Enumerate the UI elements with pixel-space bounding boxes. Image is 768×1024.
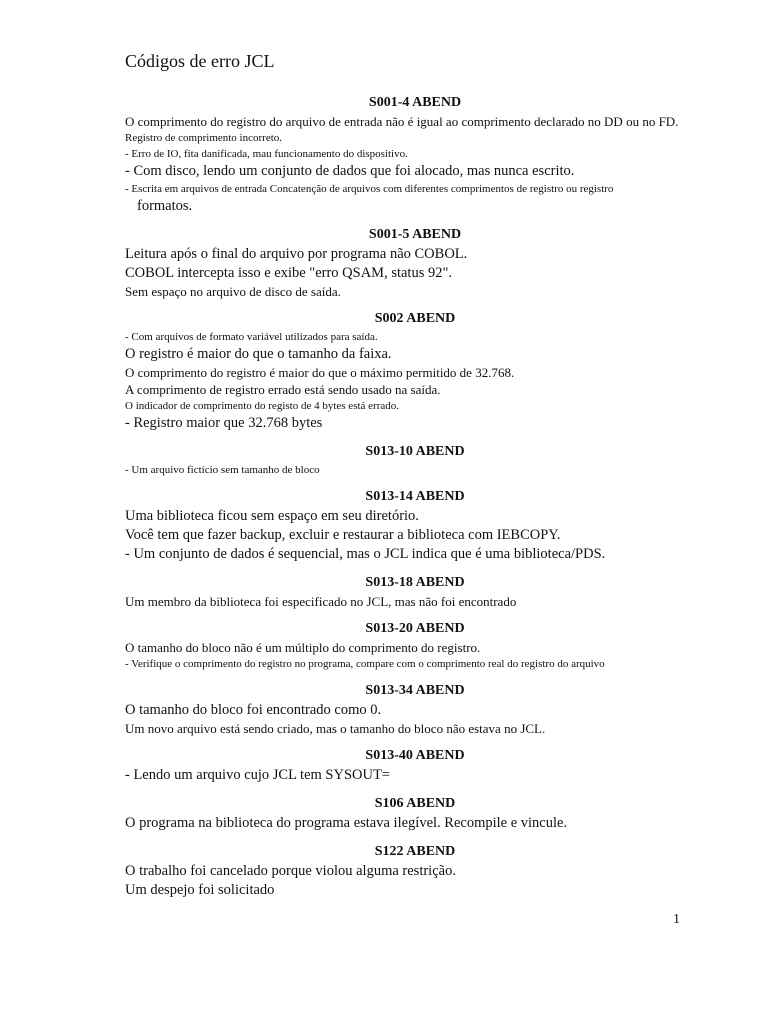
section-line: COBOL intercepta isso e exibe "erro QSAM, status 92". <box>125 265 453 281</box>
section-heading: S013-10 ABEND <box>365 444 465 459</box>
section-line: O tamanho do bloco não é um múltiplo do comprimento do registro. <box>125 640 481 655</box>
section-line: Um despejo foi solicitado <box>125 882 275 898</box>
error-section <box>125 226 705 300</box>
error-section <box>125 682 705 737</box>
section-line: O tamanho do bloco foi encontrado como 0. <box>125 702 382 718</box>
section-heading: S002 ABEND <box>374 311 456 326</box>
section-heading: S013-14 ABEND <box>365 489 465 504</box>
section-heading: S013-40 ABEND <box>365 748 465 763</box>
section-line: formatos. <box>137 198 193 214</box>
section-line: O programa na biblioteca do programa estava ilegível. Recompile e vincule. <box>125 815 568 831</box>
error-section <box>125 310 705 433</box>
page-number: 1 <box>673 912 680 927</box>
section-heading: S001-4 ABEND <box>368 95 462 110</box>
section-line: O registro é maior do que o tamanho da faixa. <box>125 346 392 362</box>
section-line: O comprimento do registro do arquivo de entrada não é igual ao comprimento declarado no DD ou no FD. <box>125 114 679 129</box>
section-line: - Verifique o comprimento do registro no programa, compare com o comprimento real do registro do arquivo <box>125 658 605 670</box>
error-section <box>125 620 705 672</box>
error-section <box>125 795 705 833</box>
section-line: Um membro da biblioteca foi especificado no JCL, mas não foi encontrado <box>125 594 517 609</box>
section-line: - Erro de IO, fita danificada, mau funcionamento do dispositivo. <box>125 148 408 160</box>
section-line: O comprimento do registro é maior do que o máximo permitido de 32.768. <box>125 365 515 380</box>
section-heading: S013-18 ABEND <box>365 575 465 590</box>
section-line: - Registro maior que 32.768 bytes <box>125 415 323 431</box>
error-section <box>125 843 705 900</box>
section-heading: S013-34 ABEND <box>365 683 465 698</box>
section-line: A comprimento de registro errado está sendo usado na saída. <box>125 382 441 397</box>
section-line: - Com arquivos de formato variável utilizados para saída. <box>125 331 378 343</box>
section-line: Leitura após o final do arquivo por programa não COBOL. <box>125 246 468 262</box>
error-section <box>125 488 705 564</box>
error-section <box>125 574 705 610</box>
section-heading: S122 ABEND <box>374 844 456 859</box>
section-line: Uma biblioteca ficou sem espaço em seu diretório. <box>125 508 419 524</box>
document-title: Códigos de erro JCL <box>125 51 275 71</box>
section-heading: S001-5 ABEND <box>368 227 462 242</box>
section-heading: S013-20 ABEND <box>365 621 465 636</box>
section-line: Você tem que fazer backup, excluir e restaurar a biblioteca com IEBCOPY. <box>125 527 561 543</box>
section-line: - Um conjunto de dados é sequencial, mas o JCL indica que é uma biblioteca/PDS. <box>125 546 606 562</box>
sections-container <box>125 94 705 900</box>
section-line: - Com disco, lendo um conjunto de dados que foi alocado, mas nunca escrito. <box>125 163 575 179</box>
error-section <box>125 747 705 785</box>
section-line: - Lendo um arquivo cujo JCL tem SYSOUT= <box>125 767 390 783</box>
section-line: - Um arquivo fictício sem tamanho de bloco <box>125 464 320 476</box>
section-line: - Escrita em arquivos de entrada Concatenção de arquivos com diferentes comprimentos de registro ou registro <box>125 183 614 195</box>
section-line: Um novo arquivo está sendo criado, mas o tamanho do bloco não estava no JCL. <box>125 721 546 736</box>
document-page <box>125 48 705 910</box>
section-line: Registro de comprimento incorreto. <box>125 132 283 144</box>
section-line: O indicador de comprimento do registo de 4 bytes está errado. <box>125 400 400 412</box>
error-section <box>125 94 705 216</box>
section-heading: S106 ABEND <box>374 796 456 811</box>
section-line: Sem espaço no arquivo de disco de saída. <box>125 284 341 299</box>
section-line: O trabalho foi cancelado porque violou alguma restrição. <box>125 863 456 879</box>
error-section <box>125 443 705 478</box>
